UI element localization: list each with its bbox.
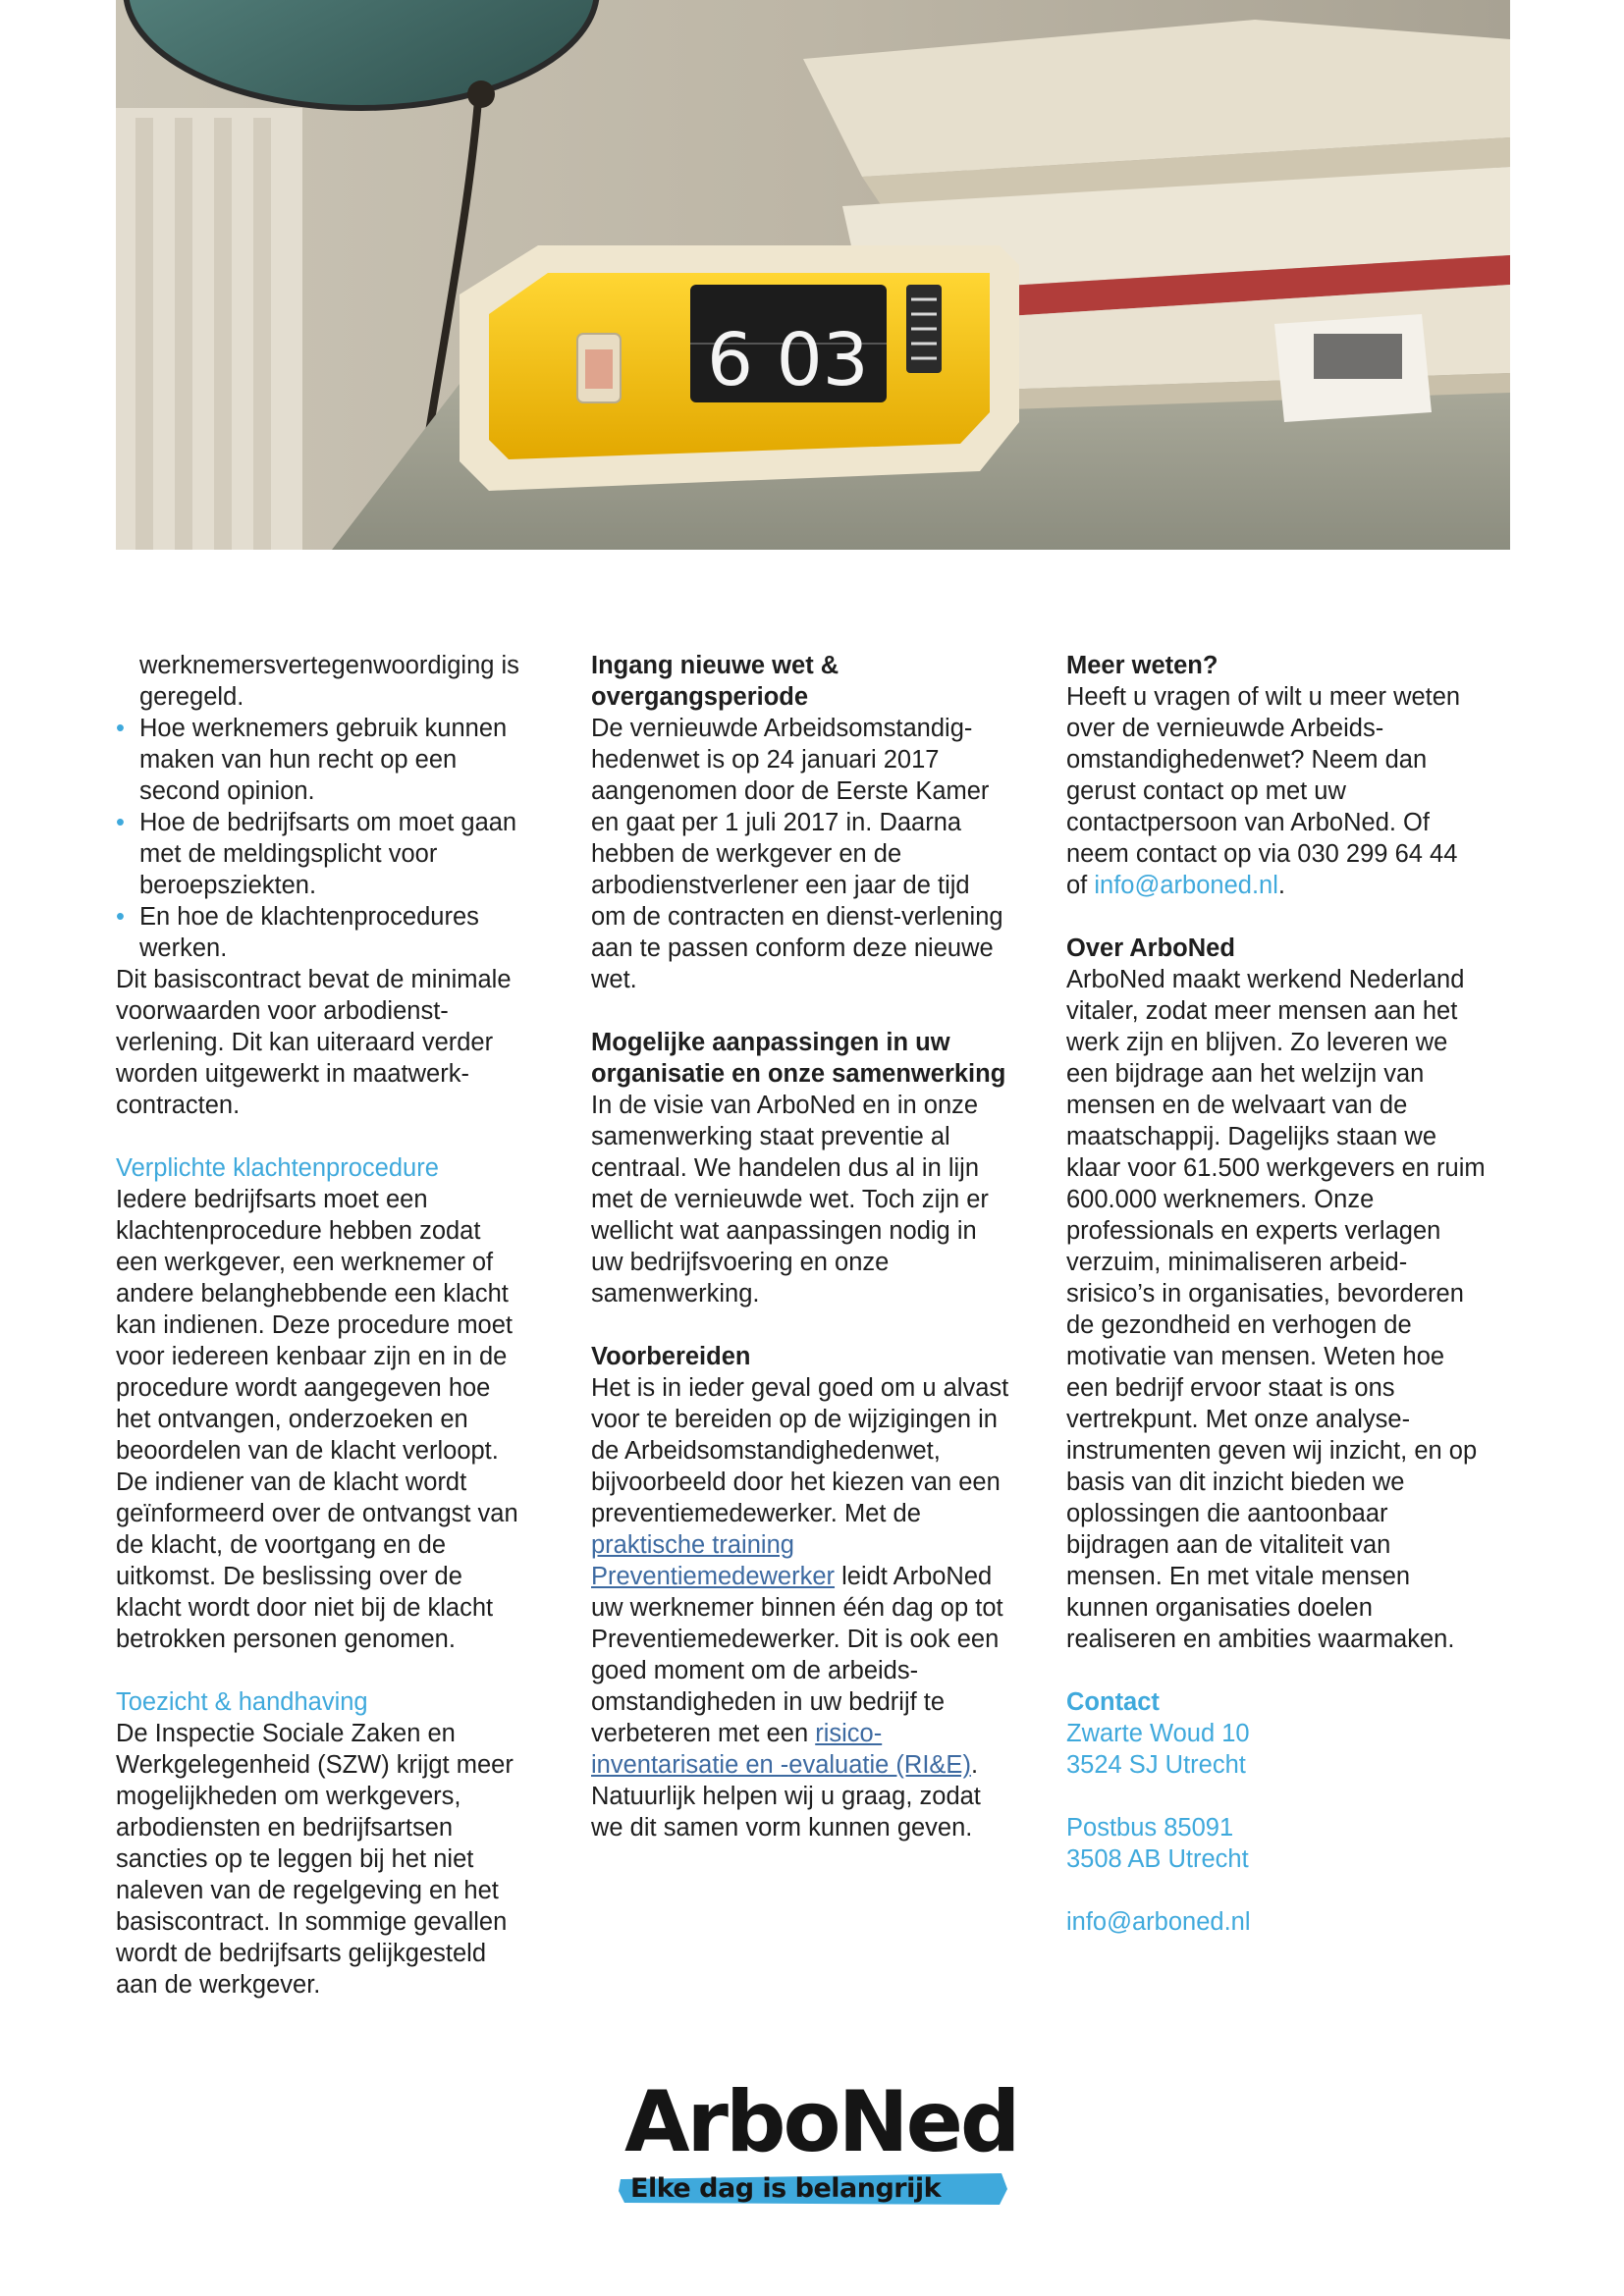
text-line: ArboNed maakt werkend Nederland bbox=[1066, 966, 1465, 993]
text-line: mensen en de welvaart van de bbox=[1066, 1092, 1408, 1119]
text-line: samenwerking staat preventie al bbox=[591, 1123, 950, 1150]
text-line: bijdragen aan de vitaliteit van bbox=[1066, 1531, 1391, 1559]
contact-postbus bbox=[1066, 1812, 1518, 1875]
address-line: 3508 AB Utrecht bbox=[1066, 1845, 1249, 1873]
aanpassingen-paragraph bbox=[591, 1090, 1043, 1309]
text-line: klaar voor 61.500 werkgevers en ruim bbox=[1066, 1154, 1486, 1182]
bullet-list bbox=[116, 650, 568, 964]
text-line: mensen. En met vitale mensen bbox=[1066, 1563, 1411, 1590]
text-line: Hoe de bedrijfsarts om moet gaan bbox=[139, 809, 517, 836]
ingang-heading bbox=[591, 650, 1043, 713]
text-line: met de meldingsplicht voor bbox=[139, 840, 438, 868]
text-line: we dit samen vorm kunnen geven. bbox=[591, 1814, 973, 1842]
logo-tagline: Elke dag is belangrijk bbox=[630, 2173, 942, 2204]
contact-heading: Contact bbox=[1066, 1688, 1160, 1716]
heading-line: Mogelijke aanpassingen in uw bbox=[591, 1029, 950, 1056]
text-line: neem contact op via 030 299 64 44 bbox=[1066, 840, 1458, 868]
text-line: srisico’s in organisaties, bevorderen bbox=[1066, 1280, 1464, 1308]
text-line: goed moment om de arbeids- bbox=[591, 1657, 919, 1684]
text-line: Werkgelegenheid (SZW) krijgt meer bbox=[116, 1751, 514, 1779]
text-line: kan indienen. Deze procedure moet bbox=[116, 1311, 514, 1339]
text-line: realiseren en ambities waarmaken. bbox=[1066, 1626, 1455, 1653]
text-line: wordt de bedrijfsarts gelijkgesteld bbox=[116, 1940, 487, 1967]
arboned-logo bbox=[619, 2073, 1018, 2216]
text-line: een werkgever, een werknemer of bbox=[116, 1249, 494, 1276]
address-line: Zwarte Woud 10 bbox=[1066, 1720, 1250, 1747]
link-line[interactable]: Preventiemedewerker bbox=[591, 1563, 836, 1590]
klachten-heading: Verplichte klachtenprocedure bbox=[116, 1154, 439, 1182]
hero-photo bbox=[116, 0, 1510, 550]
text-line: de Arbeidsomstandighedenwet, bbox=[591, 1437, 941, 1465]
text-line: Heeft u vragen of wilt u meer weten bbox=[1066, 683, 1461, 711]
contact-email-row bbox=[1066, 1906, 1518, 1938]
text-line: vertrekpunt. Met onze analyse- bbox=[1066, 1406, 1411, 1433]
text-line: Dit basiscontract bevat de minimale bbox=[116, 966, 512, 993]
text-line: Het is in ieder geval goed om u alvast bbox=[591, 1374, 1009, 1402]
meer-weten-paragraph bbox=[1066, 681, 1518, 901]
text-line: een bedrijf ervoor staat is ons bbox=[1066, 1374, 1395, 1402]
contact-email-link[interactable]: info@arboned.nl bbox=[1066, 1908, 1251, 1936]
hero-illustration bbox=[116, 0, 1510, 550]
text-line: arbodienstverlener een jaar de tijd bbox=[591, 872, 970, 899]
bullet-item-second-opinion bbox=[116, 713, 568, 807]
text-line: werken. bbox=[139, 934, 228, 962]
text-line: voor iedereen kenbaar zijn en in de bbox=[116, 1343, 508, 1370]
aanpassingen-heading bbox=[591, 1027, 1043, 1090]
text-line: geregeld. bbox=[139, 683, 244, 711]
text-line: mogelijkheden om werkgevers, bbox=[116, 1783, 461, 1810]
text-line: aan te passen conform deze nieuwe bbox=[591, 934, 994, 962]
text-line: met de vernieuwde wet. Toch zijn er bbox=[591, 1186, 989, 1213]
text-line: gerust contact op met uw bbox=[1066, 777, 1346, 805]
text-line: arbodiensten en bedrijfsartsen bbox=[116, 1814, 454, 1842]
text-line: betrokken personen genomen. bbox=[116, 1626, 456, 1653]
text-line: En hoe de klachtenprocedures bbox=[139, 903, 479, 931]
text-line: uw werknemer binnen één dag op tot bbox=[591, 1594, 1003, 1622]
address-line: 3524 SJ Utrecht bbox=[1066, 1751, 1246, 1779]
text-line: Natuurlijk helpen wij u graag, zodat bbox=[591, 1783, 981, 1810]
text-line: om de contracten en dienst-verlening bbox=[591, 903, 1003, 931]
text-line: werk zijn en blijven. Zo leveren we bbox=[1066, 1029, 1448, 1056]
text-line: procedure wordt aangegeven hoe bbox=[116, 1374, 491, 1402]
text-line: naleven van de regelgeving en het bbox=[116, 1877, 499, 1904]
voorbereiden-paragraph bbox=[591, 1372, 1043, 1843]
column-middle bbox=[591, 650, 1043, 1843]
text-fragment: of bbox=[1066, 872, 1095, 899]
link-line[interactable]: inventarisatie en -evaluatie (RI&E) bbox=[591, 1751, 971, 1779]
bullet-continuation bbox=[116, 650, 568, 713]
text-line: klacht wordt door niet bij de klacht bbox=[116, 1594, 494, 1622]
over-arboned-paragraph bbox=[1066, 964, 1518, 1655]
meer-weten-heading: Meer weten? bbox=[1066, 652, 1218, 679]
text-line: het ontvangen, onderzoeken en bbox=[116, 1406, 468, 1433]
text-line: de klacht, de voortgang en de bbox=[116, 1531, 446, 1559]
voorbereiden-heading: Voorbereiden bbox=[591, 1343, 751, 1370]
text-line: wellicht wat aanpassingen nodig in bbox=[591, 1217, 977, 1245]
clock-digits: 6 03 bbox=[707, 318, 869, 402]
text-line: uw bedrijfsvoering en onze bbox=[591, 1249, 890, 1276]
address-line: Postbus 85091 bbox=[1066, 1814, 1234, 1842]
logo-wordmark: ArboNed bbox=[624, 2073, 1018, 2171]
text-line: verlening. Dit kan uiteraard verder bbox=[116, 1029, 494, 1056]
text-line: uitkomst. De beslissing over de bbox=[116, 1563, 462, 1590]
text-line: In de visie van ArboNed en in onze bbox=[591, 1092, 979, 1119]
text-line: basiscontract. In sommige gevallen bbox=[116, 1908, 508, 1936]
text-line: werknemersvertegenwoordiging is bbox=[139, 652, 519, 679]
column-right bbox=[1066, 650, 1518, 1938]
link-line[interactable]: risico- bbox=[815, 1720, 883, 1747]
email-link-meer-weten[interactable]: info@arboned.nl bbox=[1094, 872, 1278, 899]
text-line: sancties op te leggen bij het niet bbox=[116, 1845, 474, 1873]
column-left bbox=[116, 650, 568, 2001]
text-line: bijvoorbeeld door het kiezen van een bbox=[591, 1468, 1001, 1496]
text-line: second opinion. bbox=[139, 777, 315, 805]
text-line: hebben de werkgever en de bbox=[591, 840, 902, 868]
text-line: contactpersoon van ArboNed. Of bbox=[1066, 809, 1430, 836]
text-line: hedenwet is op 24 januari 2017 bbox=[591, 746, 940, 774]
text-line: De Inspectie Sociale Zaken en bbox=[116, 1720, 456, 1747]
text-line: beroepsziekten. bbox=[139, 872, 317, 899]
text-line: maatschappij. Dagelijks staan we bbox=[1066, 1123, 1437, 1150]
training-link[interactable] bbox=[591, 1531, 835, 1590]
text-fragment: leidt ArboNed bbox=[835, 1563, 993, 1590]
text-fragment: . bbox=[1277, 872, 1285, 899]
text-line: omstandigheden in uw bedrijf te bbox=[591, 1688, 946, 1716]
text-line: Hoe werknemers gebruik kunnen bbox=[139, 715, 508, 742]
text-line: Iedere bedrijfsarts moet een bbox=[116, 1186, 428, 1213]
text-line: wet. bbox=[591, 966, 637, 993]
text-line: verzuim, minimaliseren arbeid- bbox=[1066, 1249, 1408, 1276]
text-line: contracten. bbox=[116, 1092, 241, 1119]
text-line: voorwaarden voor arbodienst- bbox=[116, 997, 449, 1025]
text-line: en gaat per 1 juli 2017 in. Daarna bbox=[591, 809, 962, 836]
text-line: maken van hun recht op een bbox=[139, 746, 458, 774]
text-fragment: . bbox=[970, 1751, 979, 1779]
klachten-paragraph bbox=[116, 1184, 568, 1655]
text-line: Preventiemedewerker. Dit is ook een bbox=[591, 1626, 1000, 1653]
text-line: 600.000 werknemers. Onze bbox=[1066, 1186, 1375, 1213]
text-line: basis van dit inzicht bieden we bbox=[1066, 1468, 1405, 1496]
text-line: over de vernieuwde Arbeids- bbox=[1066, 715, 1384, 742]
text-line: klachtenprocedure hebben zodat bbox=[116, 1217, 481, 1245]
text-line: kunnen organisaties doelen bbox=[1066, 1594, 1373, 1622]
text-line: centraal. We handelen dus al in lijn bbox=[591, 1154, 980, 1182]
text-line: instrumenten geven wij inzicht, en op bbox=[1066, 1437, 1478, 1465]
link-line[interactable]: praktische training bbox=[591, 1531, 794, 1559]
text-line: omstandighedenwet? Neem dan bbox=[1066, 746, 1428, 774]
text-line: De vernieuwde Arbeidsomstandig- bbox=[591, 715, 973, 742]
ingang-paragraph bbox=[591, 713, 1043, 995]
heading-line: overgangsperiode bbox=[591, 683, 809, 711]
text-line: samenwerking. bbox=[591, 1280, 760, 1308]
text-line: beoordelen van de klacht verloopt. bbox=[116, 1437, 499, 1465]
text-line: vitaler, zodat meer mensen aan het bbox=[1066, 997, 1458, 1025]
text-line: professionals en experts verlagen bbox=[1066, 1217, 1441, 1245]
text-fragment: verbeteren met een bbox=[591, 1720, 816, 1747]
contact-address bbox=[1066, 1718, 1518, 1781]
toezicht-heading: Toezicht & handhaving bbox=[116, 1688, 368, 1716]
heading-line: organisatie en onze samenwerking bbox=[591, 1060, 1006, 1088]
text-line: aan de werkgever. bbox=[116, 1971, 321, 1999]
text-line: voor te bereiden op de wijzigingen in bbox=[591, 1406, 998, 1433]
text-line: motivatie van mensen. Weten hoe bbox=[1066, 1343, 1445, 1370]
bullet-item-klachtenprocedures bbox=[116, 901, 568, 964]
toezicht-paragraph bbox=[116, 1718, 568, 2001]
text-line: oplossingen die aantoonbaar bbox=[1066, 1500, 1388, 1527]
text-line: worden uitgewerkt in maatwerk- bbox=[116, 1060, 469, 1088]
over-arboned-heading: Over ArboNed bbox=[1066, 934, 1235, 962]
text-line: de gezondheid en verhogen de bbox=[1066, 1311, 1412, 1339]
heading-line: Ingang nieuwe wet & bbox=[591, 652, 839, 679]
text-line: andere belanghebbende een klacht bbox=[116, 1280, 509, 1308]
bullet-item-meldingsplicht bbox=[116, 807, 568, 901]
text-line: De indiener van de klacht wordt bbox=[116, 1468, 467, 1496]
text-line: een bijdrage aan het welzijn van bbox=[1066, 1060, 1425, 1088]
basis-paragraph bbox=[116, 964, 568, 1121]
text-line: aangenomen door de Eerste Kamer bbox=[591, 777, 990, 805]
text-line: preventiemedewerker. Met de bbox=[591, 1500, 921, 1527]
text-line: geïnformeerd over de ontvangst van bbox=[116, 1500, 518, 1527]
